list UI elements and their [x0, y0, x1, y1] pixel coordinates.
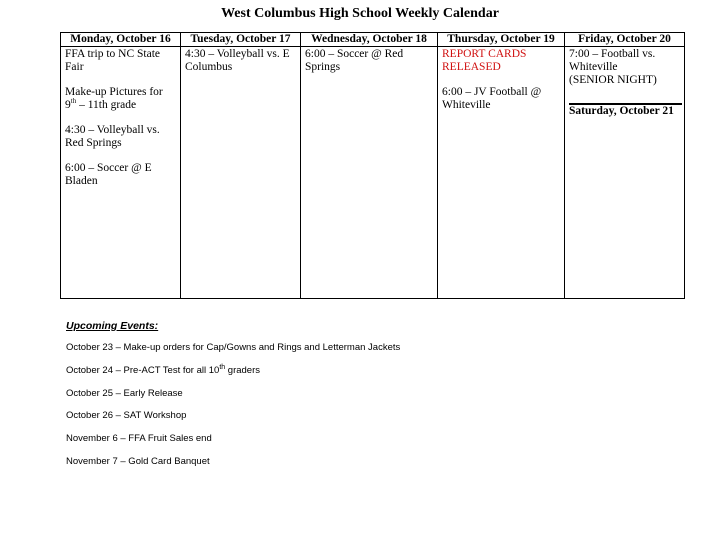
day-body-row — [61, 47, 685, 299]
calendar-entry: Make-up Pictures for 9th – 11th grade — [65, 86, 163, 111]
upcoming-events — [66, 320, 400, 479]
day-header-wednesday: Wednesday, October 18 — [301, 33, 438, 47]
day-cell-thursday — [438, 47, 565, 299]
calendar-entry: 6:00 – Soccer @ Red Springs — [305, 48, 404, 73]
calendar-entry: 4:30 – Volleyball vs. E Columbus — [185, 48, 290, 73]
calendar-entry: 4:30 – Volleyball vs. Red Springs — [65, 124, 160, 149]
day-cell-monday — [61, 47, 181, 299]
day-cell-friday — [565, 47, 685, 299]
calendar-entry: 7:00 – Football vs. Whiteville — [569, 48, 656, 73]
calendar-entry-highlight: REPORT CARDS RELEASED — [442, 48, 527, 73]
day-header-row — [61, 33, 685, 47]
saturday-header: Saturday, October 21 — [569, 105, 674, 117]
calendar-entry: 6:00 – Soccer @ E Bladen — [65, 162, 152, 187]
day-header-thursday: Thursday, October 19 — [438, 33, 565, 47]
event-item: November 7 – Gold Card Banquet — [66, 455, 210, 467]
day-header-friday: Friday, October 20 — [565, 33, 685, 47]
saturday-divider — [569, 103, 682, 118]
event-item: October 24 – Pre-ACT Test for all 10th graders — [66, 363, 261, 376]
event-item: October 26 – SAT Workshop — [66, 410, 187, 422]
weekly-calendar-table — [60, 32, 685, 299]
calendar-entry: (SENIOR NIGHT) — [569, 74, 657, 86]
event-item: October 25 – Early Release — [66, 387, 183, 399]
calendar-entry: FFA trip to NC State Fair — [65, 48, 160, 73]
day-cell-tuesday — [181, 47, 301, 299]
event-item: October 23 – Make-up orders for Cap/Gowns and Rings and Letterman Jackets — [66, 342, 401, 353]
day-cell-wednesday — [301, 47, 438, 299]
day-header-tuesday: Tuesday, October 17 — [181, 33, 301, 47]
day-header-monday: Monday, October 16 — [61, 33, 181, 47]
event-item: November 6 – FFA Fruit Sales end — [66, 433, 212, 445]
page-title: West Columbus High School Weekly Calendar — [221, 6, 499, 21]
calendar-entry: 6:00 – JV Football @ Whiteville — [442, 86, 542, 111]
upcoming-events-heading: Upcoming Events: — [66, 320, 159, 332]
